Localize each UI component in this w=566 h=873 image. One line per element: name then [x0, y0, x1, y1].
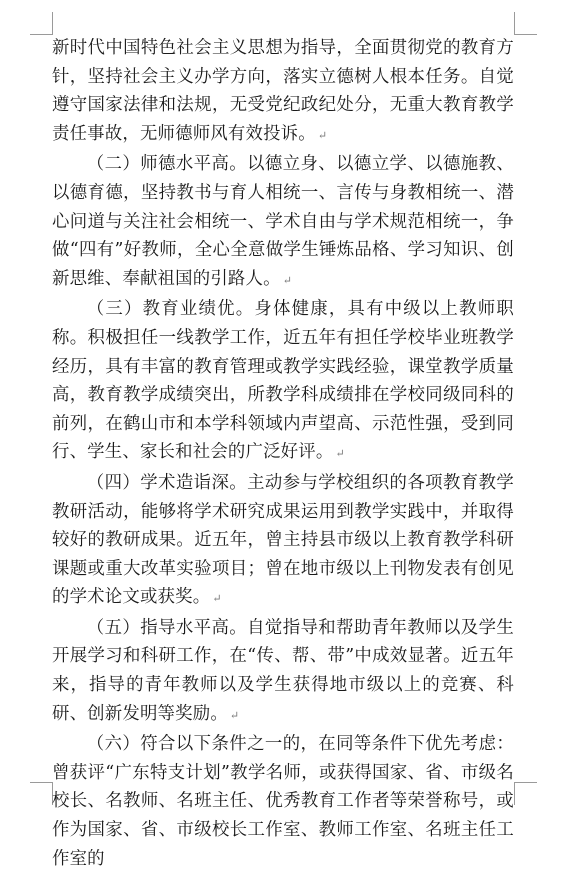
crop-mark-top-left: [30, 12, 53, 35]
paragraph-mark-icon: ↵: [317, 128, 328, 142]
crop-mark-bottom-right: [514, 782, 537, 805]
paragraph-text: （二）师德水平高。以德立身、以德立学、以德施教、以德育德，坚持教书与育人相统一、言传与身教相统一、潜心问道与关注社会相统一、学术自由与学术规范相统一，争做“四有”好教师，全心全意做学生锤炼品格、学习知识、创新思维、奉献祖国的引路人。: [52, 154, 514, 289]
paragraph-6: [52, 730, 514, 873]
paragraph-1: [52, 34, 514, 150]
paragraph-4: [52, 469, 514, 614]
paragraph-3: [52, 295, 514, 469]
paragraph-mark-icon: ↵: [212, 592, 222, 606]
paragraph-text: （四）学术造诣深。主动参与学校组织的各项教育教学教研活动，能够将学术研究成果运用到教学实践中，并取得较好的教研成果。近五年，曾主持县市级以上教育教学科研课题或重大改革实验项目；曾在地市级以上刊物发表有创见的学术论文或获奖。: [52, 472, 514, 608]
paragraph-mark-icon: ↵: [229, 708, 240, 722]
paragraph-mark-icon: ↵: [282, 273, 293, 287]
document-body[interactable]: [52, 34, 514, 873]
paragraph-text: （三）教育业绩优。身体健康，具有中级以上教师职称。积极担任一线教学工作，近五年有担任学校毕业班教学经历，具有丰富的教育管理或教学实践经验，课堂教学质量高，教育教学成绩突出，所教学科成绩排在学校同级同科的前列，在鹤山市和本学科领域内声望高、示范性强，受到同行、学生、家长和社会的广泛好评。: [52, 299, 514, 463]
paragraph-2: [52, 150, 514, 295]
paragraph-text: （六）符合以下条件之一的，在同等条件下优先考虑：曾获评“广东特支计划”教学名师，或获得国家、省、市级名校长、名教师、名班主任、优秀教育工作者等荣誉称号，或作为国家、省、市级校长工作室、教师工作室、名班主任工作室的: [52, 734, 514, 869]
paragraph-5: [52, 614, 514, 730]
crop-mark-bottom-left: [30, 782, 53, 805]
paragraph-mark-icon: ↵: [335, 447, 345, 461]
paragraph-text: 新时代中国特色社会主义思想为指导，全面贯彻党的教育方针，坚持社会主义办学方向，落实立德树人根本任务。自觉遵守国家法律和法规，无受党纪政纪处分，无重大教育教学责任事故，无师德师风有效投诉。: [52, 38, 514, 144]
paragraph-text: （五）指导水平高。自觉指导和帮助青年教师以及学生开展学习和科研工作，在“传、帮、带”中成效显著。近五年来，指导的青年教师以及学生获得地市级以上的竞赛、科研、创新发明等奖励。: [52, 617, 514, 724]
crop-mark-top-right: [514, 12, 537, 35]
